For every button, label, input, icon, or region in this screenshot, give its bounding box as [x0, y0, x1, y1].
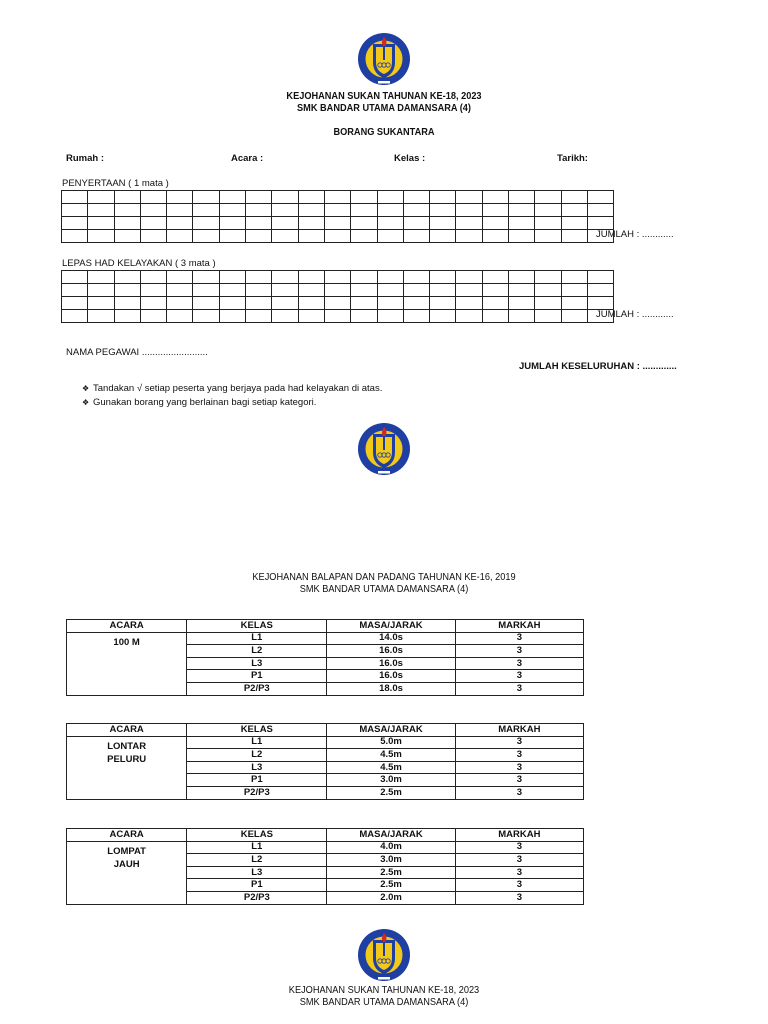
jumlah-penyertaan: JUMLAH : ............ — [596, 229, 674, 240]
grid-cell[interactable] — [535, 284, 561, 297]
grid-cell[interactable] — [509, 297, 535, 310]
grid-cell[interactable] — [456, 191, 482, 204]
cell-masa: 16.0s — [327, 657, 455, 670]
cell-kelas: L3 — [187, 657, 327, 670]
grid-row — [62, 217, 614, 230]
grid-cell[interactable] — [298, 204, 324, 217]
section2-title-line2: SMK BANDAR UTAMA DAMANSARA (4) — [299, 584, 469, 595]
footer-title-line1: KEJOHANAN SUKAN TAHUNAN KE-18, 2023 — [288, 985, 480, 996]
grid-cell[interactable] — [430, 191, 456, 204]
tarikh-label: Tarikh: — [557, 153, 588, 164]
event-name-line1: LOMPAT — [107, 845, 146, 857]
grid-cell[interactable] — [377, 217, 403, 230]
grid-cell[interactable] — [377, 271, 403, 284]
cell-masa: 2.5m — [327, 866, 455, 879]
grid-cell[interactable] — [324, 204, 350, 217]
grid-cell[interactable] — [351, 204, 377, 217]
grid-cell[interactable] — [377, 310, 403, 323]
grid-cell[interactable] — [324, 310, 350, 323]
column-header-kelas: KELAS — [187, 620, 327, 633]
grid-cell[interactable] — [167, 271, 193, 284]
grid-cell[interactable] — [587, 191, 613, 204]
note-item — [82, 383, 382, 394]
grid-cell[interactable] — [430, 230, 456, 243]
grid-cell[interactable] — [509, 204, 535, 217]
grid-row — [62, 271, 614, 284]
grid-cell[interactable] — [430, 204, 456, 217]
cell-markah: 3 — [455, 761, 583, 774]
event-name-line2: JAUH — [113, 858, 140, 870]
grid-cell[interactable] — [193, 310, 219, 323]
grid-cell[interactable] — [535, 204, 561, 217]
grid-cell[interactable] — [403, 204, 429, 217]
event-name-line1: 100 M — [113, 636, 140, 648]
grid-cell[interactable] — [403, 271, 429, 284]
grid-cell[interactable] — [246, 284, 272, 297]
grid-cell[interactable] — [62, 191, 88, 204]
grid-cell[interactable] — [324, 217, 350, 230]
school-crest-logo — [356, 418, 412, 480]
grid-cell[interactable] — [167, 204, 193, 217]
grid-cell[interactable] — [193, 297, 219, 310]
cell-kelas: L1 — [187, 841, 327, 854]
grid-cell[interactable] — [272, 284, 298, 297]
column-header-kelas: KELAS — [187, 829, 327, 842]
grid-cell[interactable] — [140, 284, 166, 297]
grid-cell[interactable] — [535, 297, 561, 310]
grid-row — [62, 204, 614, 217]
column-header-markah: MARKAH — [455, 724, 583, 737]
grid-cell[interactable] — [351, 310, 377, 323]
grid-cell[interactable] — [167, 310, 193, 323]
column-header-masa: MASA/JARAK — [327, 829, 455, 842]
grid-cell[interactable] — [193, 217, 219, 230]
grid-cell[interactable] — [430, 271, 456, 284]
grid-cell[interactable] — [114, 310, 140, 323]
cell-markah: 3 — [455, 841, 583, 854]
grid-cell[interactable] — [246, 217, 272, 230]
cell-masa: 4.5m — [327, 761, 455, 774]
grid-cell[interactable] — [246, 271, 272, 284]
grid-cell[interactable] — [482, 297, 508, 310]
grid-cell[interactable] — [561, 230, 587, 243]
grid-cell[interactable] — [88, 191, 114, 204]
grid-cell[interactable] — [140, 271, 166, 284]
grid-cell[interactable] — [482, 284, 508, 297]
grid-cell[interactable] — [482, 271, 508, 284]
grid-cell[interactable] — [430, 310, 456, 323]
rumah-label: Rumah : — [66, 153, 104, 164]
column-header-markah: MARKAH — [455, 829, 583, 842]
cell-kelas: L3 — [187, 866, 327, 879]
score-table-lontar-peluru — [66, 723, 584, 800]
grid-cell[interactable] — [509, 230, 535, 243]
cell-kelas: P2/P3 — [187, 786, 327, 799]
grid-cell[interactable] — [403, 217, 429, 230]
lepas-had-label: LEPAS HAD KELAYAKAN ( 3 mata ) — [62, 258, 216, 269]
cell-markah: 3 — [455, 749, 583, 762]
grid-cell[interactable] — [167, 230, 193, 243]
grid-cell[interactable] — [456, 310, 482, 323]
note-text: Gunakan borang yang berlainan bagi setiap kategori. — [93, 397, 317, 408]
grid-cell[interactable] — [114, 284, 140, 297]
grid-cell[interactable] — [324, 297, 350, 310]
grid-cell[interactable] — [587, 284, 613, 297]
event-name — [67, 841, 187, 904]
grid-cell[interactable] — [456, 204, 482, 217]
event-name — [67, 632, 187, 695]
grid-cell[interactable] — [246, 297, 272, 310]
grid-cell[interactable] — [535, 271, 561, 284]
note-text: Tandakan √ setiap peserta yang berjaya pada had kelayakan di atas. — [93, 383, 383, 394]
cell-markah: 3 — [455, 632, 583, 645]
grid-cell[interactable] — [62, 284, 88, 297]
grid-cell[interactable] — [456, 217, 482, 230]
cell-markah: 3 — [455, 670, 583, 683]
grid-row — [62, 284, 614, 297]
grid-cell[interactable] — [114, 271, 140, 284]
nama-pegawai: NAMA PEGAWAI ......................... — [66, 347, 208, 358]
grid-cell[interactable] — [377, 191, 403, 204]
cell-masa: 2.0m — [327, 891, 455, 904]
grid-cell[interactable] — [377, 297, 403, 310]
grid-cell[interactable] — [219, 191, 245, 204]
grid-cell[interactable] — [351, 297, 377, 310]
grid-cell[interactable] — [430, 284, 456, 297]
grid-cell[interactable] — [587, 217, 613, 230]
jumlah-keseluruhan: JUMLAH KESELURUHAN : ............. — [519, 361, 677, 372]
grid-cell[interactable] — [272, 310, 298, 323]
grid-cell[interactable] — [351, 230, 377, 243]
grid-cell[interactable] — [62, 230, 88, 243]
grid-cell[interactable] — [272, 297, 298, 310]
grid-cell[interactable] — [88, 204, 114, 217]
grid-cell[interactable] — [456, 297, 482, 310]
grid-cell[interactable] — [219, 230, 245, 243]
column-header-kelas: KELAS — [187, 724, 327, 737]
grid-cell[interactable] — [140, 217, 166, 230]
cell-markah: 3 — [455, 866, 583, 879]
column-header-markah: MARKAH — [455, 620, 583, 633]
grid-cell[interactable] — [167, 191, 193, 204]
grid-cell[interactable] — [377, 230, 403, 243]
grid-cell[interactable] — [88, 230, 114, 243]
table-header-row — [67, 829, 584, 842]
grid-cell[interactable] — [114, 217, 140, 230]
grid-cell[interactable] — [298, 284, 324, 297]
lepas-had-grid[interactable] — [61, 270, 614, 323]
grid-cell[interactable] — [298, 230, 324, 243]
header-title-line1: KEJOHANAN SUKAN TAHUNAN KE-18, 2023 — [286, 91, 482, 102]
grid-cell[interactable] — [140, 310, 166, 323]
grid-cell[interactable] — [114, 230, 140, 243]
cell-markah: 3 — [455, 657, 583, 670]
column-header-masa: MASA/JARAK — [327, 724, 455, 737]
grid-cell[interactable] — [403, 310, 429, 323]
grid-cell[interactable] — [403, 191, 429, 204]
grid-cell[interactable] — [535, 191, 561, 204]
table-row — [67, 841, 584, 854]
grid-cell[interactable] — [219, 217, 245, 230]
grid-cell[interactable] — [456, 230, 482, 243]
grid-cell[interactable] — [587, 271, 613, 284]
diamond-bullet-icon: ❖ — [82, 384, 90, 393]
grid-cell[interactable] — [114, 191, 140, 204]
grid-cell[interactable] — [561, 271, 587, 284]
grid-cell[interactable] — [535, 310, 561, 323]
grid-cell[interactable] — [167, 284, 193, 297]
grid-cell[interactable] — [403, 297, 429, 310]
grid-cell[interactable] — [272, 230, 298, 243]
grid-row — [62, 191, 614, 204]
cell-kelas: L2 — [187, 854, 327, 867]
cell-markah: 3 — [455, 879, 583, 892]
grid-cell[interactable] — [587, 204, 613, 217]
grid-cell[interactable] — [193, 271, 219, 284]
grid-cell[interactable] — [246, 310, 272, 323]
grid-cell[interactable] — [535, 217, 561, 230]
grid-cell[interactable] — [298, 191, 324, 204]
grid-cell[interactable] — [324, 271, 350, 284]
grid-cell[interactable] — [561, 297, 587, 310]
grid-cell[interactable] — [114, 297, 140, 310]
table-header-row — [67, 724, 584, 737]
table-row — [67, 736, 584, 749]
score-table-100m — [66, 619, 584, 696]
cell-markah: 3 — [455, 736, 583, 749]
acara-label: Acara : — [231, 153, 264, 164]
header-title-line2: SMK BANDAR UTAMA DAMANSARA (4) — [297, 103, 471, 114]
grid-cell[interactable] — [351, 271, 377, 284]
grid-cell[interactable] — [246, 230, 272, 243]
grid-cell[interactable] — [351, 217, 377, 230]
grid-cell[interactable] — [456, 284, 482, 297]
grid-cell[interactable] — [509, 271, 535, 284]
grid-cell[interactable] — [88, 297, 114, 310]
cell-masa: 4.5m — [327, 749, 455, 762]
cell-kelas: L2 — [187, 645, 327, 658]
cell-kelas: P1 — [187, 774, 327, 787]
grid-cell[interactable] — [561, 217, 587, 230]
grid-cell[interactable] — [272, 217, 298, 230]
grid-cell[interactable] — [219, 271, 245, 284]
grid-cell[interactable] — [298, 310, 324, 323]
grid-cell[interactable] — [403, 284, 429, 297]
grid-cell[interactable] — [88, 310, 114, 323]
grid-cell[interactable] — [140, 204, 166, 217]
cell-kelas: L1 — [187, 736, 327, 749]
event-name-line2: PELURU — [107, 753, 147, 765]
grid-cell[interactable] — [324, 284, 350, 297]
grid-cell[interactable] — [403, 230, 429, 243]
cell-kelas: P1 — [187, 670, 327, 683]
cell-kelas: L3 — [187, 761, 327, 774]
grid-cell[interactable] — [62, 204, 88, 217]
grid-cell[interactable] — [140, 230, 166, 243]
grid-cell[interactable] — [167, 297, 193, 310]
grid-cell[interactable] — [482, 191, 508, 204]
grid-cell[interactable] — [114, 204, 140, 217]
column-header-acara: ACARA — [67, 724, 187, 737]
cell-kelas: L1 — [187, 632, 327, 645]
grid-cell[interactable] — [272, 271, 298, 284]
grid-cell[interactable] — [140, 297, 166, 310]
grid-cell[interactable] — [193, 230, 219, 243]
score-table-lompat-jauh — [66, 828, 584, 905]
cell-kelas: P1 — [187, 879, 327, 892]
grid-cell[interactable] — [351, 191, 377, 204]
footer-title-line2: SMK BANDAR UTAMA DAMANSARA (4) — [299, 997, 469, 1008]
grid-cell[interactable] — [219, 310, 245, 323]
grid-cell[interactable] — [272, 204, 298, 217]
cell-masa: 5.0m — [327, 736, 455, 749]
cell-markah: 3 — [455, 682, 583, 695]
table-row — [67, 632, 584, 645]
grid-cell[interactable] — [509, 284, 535, 297]
grid-cell[interactable] — [509, 217, 535, 230]
grid-cell[interactable] — [298, 297, 324, 310]
cell-kelas: L2 — [187, 749, 327, 762]
grid-cell[interactable] — [482, 217, 508, 230]
cell-masa: 3.0m — [327, 774, 455, 787]
grid-cell[interactable] — [298, 217, 324, 230]
grid-cell[interactable] — [561, 310, 587, 323]
cell-markah: 3 — [455, 854, 583, 867]
school-crest-logo — [356, 28, 412, 90]
grid-cell[interactable] — [219, 284, 245, 297]
cell-masa: 18.0s — [327, 682, 455, 695]
cell-masa: 16.0s — [327, 645, 455, 658]
grid-cell[interactable] — [167, 217, 193, 230]
grid-cell[interactable] — [88, 271, 114, 284]
grid-row — [62, 230, 614, 243]
grid-cell[interactable] — [219, 297, 245, 310]
grid-cell[interactable] — [587, 297, 613, 310]
grid-cell[interactable] — [561, 204, 587, 217]
grid-cell[interactable] — [377, 284, 403, 297]
cell-markah: 3 — [455, 891, 583, 904]
cell-kelas: P2/P3 — [187, 682, 327, 695]
event-name — [67, 736, 187, 799]
jumlah-lepas-had: JUMLAH : ............ — [596, 309, 674, 320]
grid-cell[interactable] — [193, 284, 219, 297]
grid-cell[interactable] — [509, 191, 535, 204]
grid-cell[interactable] — [430, 297, 456, 310]
cell-markah: 3 — [455, 774, 583, 787]
grid-cell[interactable] — [62, 297, 88, 310]
diamond-bullet-icon: ❖ — [82, 398, 90, 407]
cell-markah: 3 — [455, 645, 583, 658]
grid-cell[interactable] — [535, 230, 561, 243]
column-header-masa: MASA/JARAK — [327, 620, 455, 633]
grid-cell[interactable] — [324, 191, 350, 204]
penyertaan-grid[interactable] — [61, 190, 614, 243]
grid-cell[interactable] — [351, 284, 377, 297]
grid-cell[interactable] — [430, 217, 456, 230]
grid-cell[interactable] — [561, 191, 587, 204]
cell-masa: 3.0m — [327, 854, 455, 867]
column-header-acara: ACARA — [67, 620, 187, 633]
grid-cell[interactable] — [482, 204, 508, 217]
grid-cell[interactable] — [509, 310, 535, 323]
cell-masa: 2.5m — [327, 879, 455, 892]
grid-cell[interactable] — [62, 217, 88, 230]
grid-cell[interactable] — [298, 271, 324, 284]
grid-cell[interactable] — [246, 191, 272, 204]
cell-markah: 3 — [455, 786, 583, 799]
column-header-acara: ACARA — [67, 829, 187, 842]
table-header-row — [67, 620, 584, 633]
grid-cell[interactable] — [62, 310, 88, 323]
grid-cell[interactable] — [88, 284, 114, 297]
school-crest-logo — [356, 924, 412, 986]
grid-cell[interactable] — [456, 271, 482, 284]
grid-cell[interactable] — [88, 217, 114, 230]
grid-cell[interactable] — [193, 191, 219, 204]
grid-cell[interactable] — [62, 271, 88, 284]
event-name-line1: LONTAR — [107, 740, 147, 752]
grid-cell[interactable] — [193, 204, 219, 217]
grid-cell[interactable] — [561, 284, 587, 297]
grid-cell[interactable] — [482, 230, 508, 243]
section2-title-line1: KEJOHANAN BALAPAN DAN PADANG TAHUNAN KE-16, 2019 — [252, 572, 516, 583]
grid-cell[interactable] — [272, 191, 298, 204]
kelas-label: Kelas : — [394, 153, 426, 164]
grid-cell[interactable] — [324, 230, 350, 243]
grid-cell[interactable] — [377, 204, 403, 217]
cell-masa: 2.5m — [327, 786, 455, 799]
cell-masa: 4.0m — [327, 841, 455, 854]
grid-row — [62, 310, 614, 323]
grid-cell[interactable] — [246, 204, 272, 217]
cell-masa: 14.0s — [327, 632, 455, 645]
grid-cell[interactable] — [219, 204, 245, 217]
form-title: BORANG SUKANTARA — [333, 127, 435, 138]
grid-cell[interactable] — [140, 191, 166, 204]
grid-row — [62, 297, 614, 310]
cell-kelas: P2/P3 — [187, 891, 327, 904]
note-item — [82, 397, 316, 408]
grid-cell[interactable] — [482, 310, 508, 323]
penyertaan-label: PENYERTAAN ( 1 mata ) — [62, 178, 169, 189]
cell-masa: 16.0s — [327, 670, 455, 683]
